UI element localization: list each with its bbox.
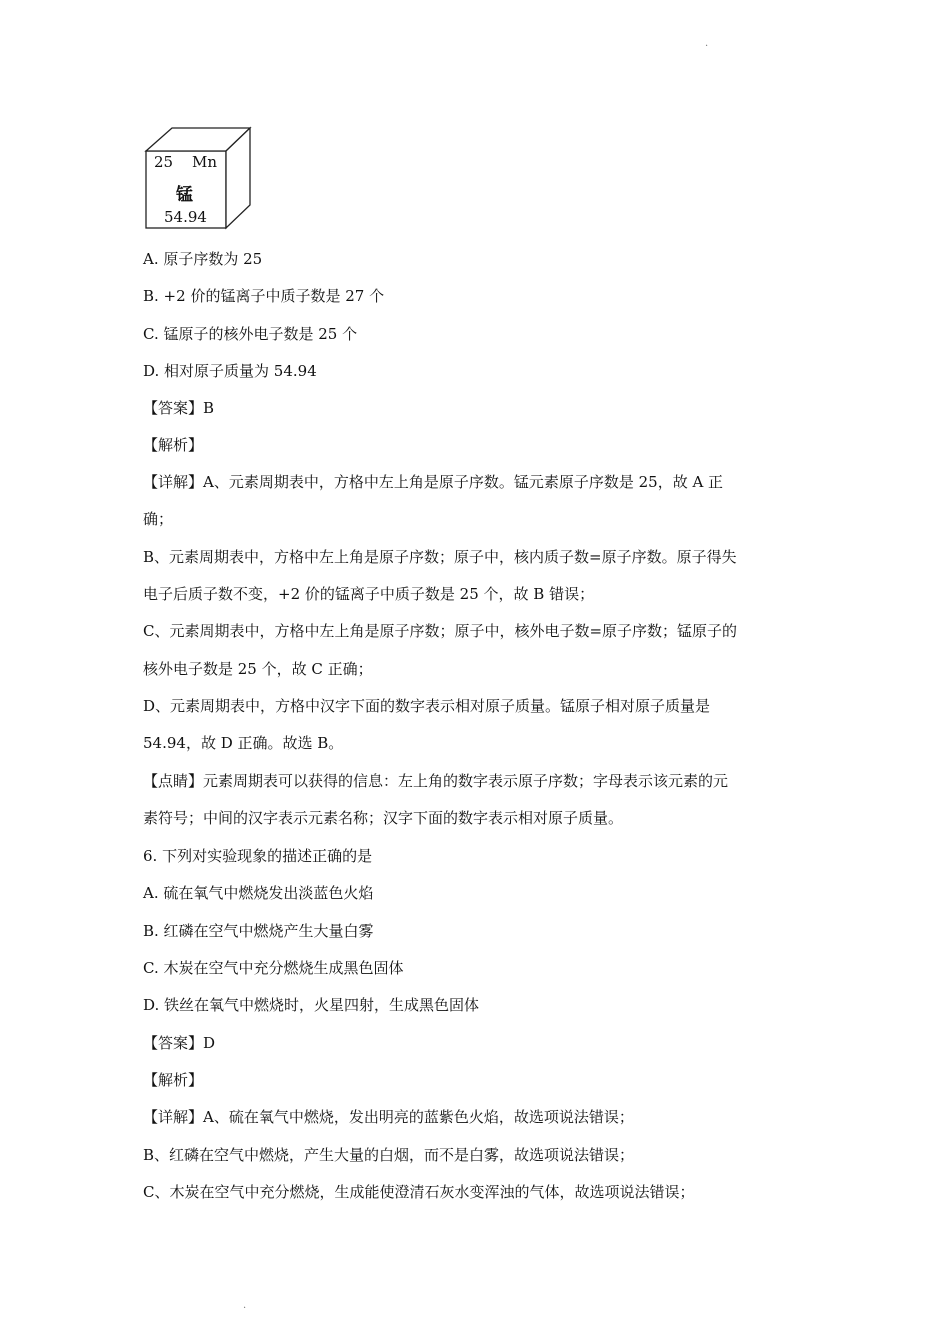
q6-analysis-label: 【解析】 bbox=[143, 1071, 204, 1089]
q5-analysis-label: 【解析】 bbox=[143, 436, 204, 454]
q5-detail-line: D、元素周期表中，方格中汉字下面的数字表示相对原子质量。锰原子相对原子质量是 bbox=[143, 697, 711, 715]
q6-answer: 【答案】D bbox=[143, 1034, 216, 1052]
q5-detail-line: 电子后质子数不变，+2 价的锰离子中质子数是 25 个，故 B 错误； bbox=[143, 585, 595, 603]
element-symbol: Mn bbox=[192, 153, 218, 171]
q5-option-d: D. 相对原子质量为 54.94 bbox=[143, 362, 317, 380]
q6-option-c: C. 木炭在空气中充分燃烧生成黑色固体 bbox=[143, 959, 404, 977]
q5-tip-line: 素符号；中间的汉字表示元素名称；汉字下面的数字表示相对原子质量。 bbox=[143, 809, 624, 827]
page-mark-top: . bbox=[705, 38, 709, 49]
q5-option-a: A. 原子序数为 25 bbox=[143, 250, 263, 268]
q6-detail-line: B、红磷在空气中燃烧，产生大量的白烟，而不是白雾，故选项说法错误； bbox=[143, 1146, 635, 1164]
q5-detail-line: C、元素周期表中，方格中左上角是原子序数；原子中，核外电子数=原子序数；锰原子的 bbox=[143, 622, 738, 640]
q6-detail-line: C、木炭在空气中充分燃烧，生成能使澄清石灰水变浑浊的气体，故选项说法错误； bbox=[143, 1183, 695, 1201]
q6-option-d: D. 铁丝在氧气中燃烧时，火星四射，生成黑色固体 bbox=[143, 996, 480, 1014]
q5-detail-line: 确； bbox=[143, 510, 174, 528]
q6-stem: 6. 下列对实验现象的描述正确的是 bbox=[143, 847, 373, 865]
q6-option-b: B. 红磷在空气中燃烧产生大量白雾 bbox=[143, 922, 374, 940]
q5-detail-line: 【详解】A、元素周期表中，方格中左上角是原子序数。锰元素原子序数是 25，故 A 正 bbox=[143, 473, 724, 491]
q5-option-b: B. +2 价的锰离子中质子数是 27 个 bbox=[143, 287, 385, 305]
element-card bbox=[142, 125, 254, 231]
element-name: 锰 bbox=[176, 185, 193, 205]
q5-detail-line: 54.94，故 D 正确。故选 B。 bbox=[143, 734, 344, 752]
q5-tip-line: 【点睛】元素周期表可以获得的信息：左上角的数字表示原子序数；字母表示该元素的元 bbox=[143, 772, 729, 790]
q5-detail-line: 核外电子数是 25 个，故 C 正确； bbox=[143, 660, 373, 678]
q6-detail-line: 【详解】A、硫在氧气中燃烧，发出明亮的蓝紫色火焰，故选项说法错误； bbox=[143, 1108, 634, 1126]
q6-option-a: A. 硫在氧气中燃烧发出淡蓝色火焰 bbox=[143, 884, 374, 902]
q5-option-c: C. 锰原子的核外电子数是 25 个 bbox=[143, 325, 358, 343]
element-mass: 54.94 bbox=[164, 208, 207, 226]
q5-answer: 【答案】B bbox=[143, 399, 215, 417]
element-number: 25 bbox=[154, 153, 174, 171]
page-mark-bottom: . bbox=[243, 1300, 247, 1311]
q5-detail-line: B、元素周期表中，方格中左上角是原子序数；原子中，核内质子数=原子序数。原子得失 bbox=[143, 548, 737, 566]
